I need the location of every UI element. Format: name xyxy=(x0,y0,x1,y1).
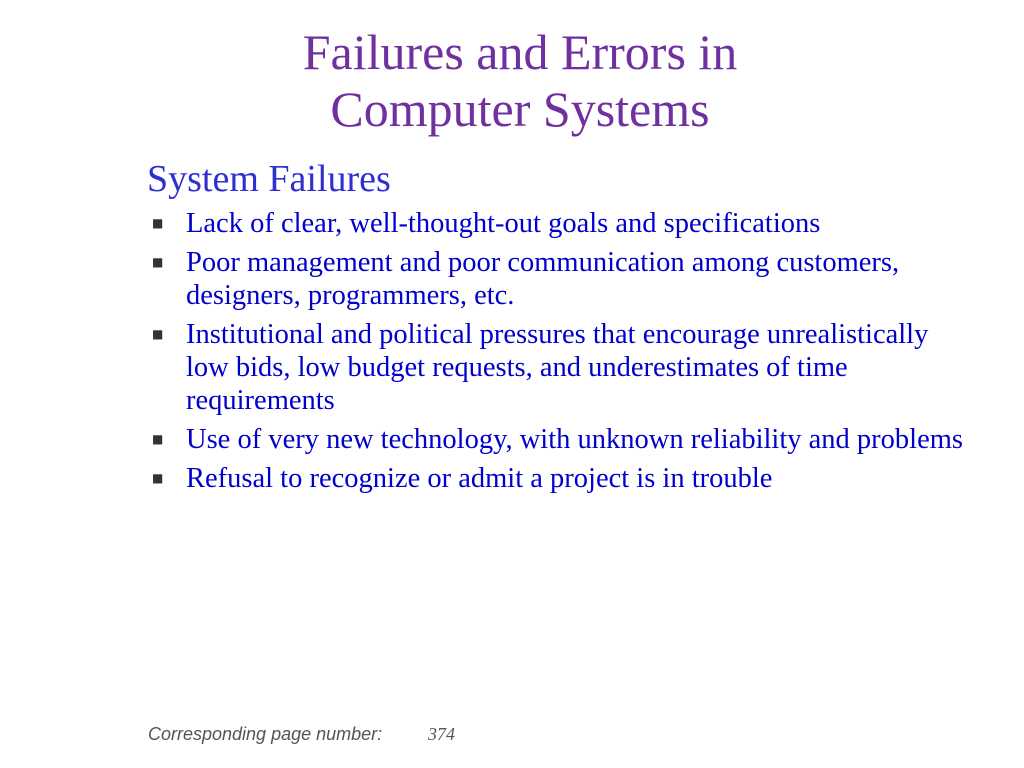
section-heading: System Failures xyxy=(147,158,391,200)
slide-title xyxy=(0,24,1024,138)
square-bullet-icon: ■ xyxy=(152,432,164,446)
bullet-item xyxy=(148,318,968,417)
title-line-2: Computer Systems xyxy=(330,81,710,137)
square-bullet-icon: ■ xyxy=(152,327,164,341)
title-line-1: Failures and Errors in xyxy=(302,24,738,80)
bullet-text: Use of very new technology, with unknown reliability and problems xyxy=(186,424,963,455)
square-bullet-icon: ■ xyxy=(152,216,164,230)
bullet-item xyxy=(148,207,968,240)
bullet-text: Refusal to recognize or admit a project is in trouble xyxy=(186,463,773,494)
bullet-item xyxy=(148,423,968,456)
square-bullet-icon: ■ xyxy=(152,255,164,269)
bullet-text: Poor management and poor communication among customers, designers, programmers, etc. xyxy=(186,247,900,311)
page-number: 374 xyxy=(428,724,455,744)
bullet-list xyxy=(148,207,968,501)
bullet-text: Institutional and political pressures that encourage unrealistically low bids, low budget requests, and underestimates of time requirements xyxy=(186,319,929,416)
bullet-text: Lack of clear, well-thought-out goals and specifications xyxy=(186,208,821,239)
square-bullet-icon: ■ xyxy=(152,471,164,485)
bullet-item xyxy=(148,246,968,312)
bullet-item xyxy=(148,462,968,495)
page-number-label: Corresponding page number: xyxy=(148,724,383,744)
